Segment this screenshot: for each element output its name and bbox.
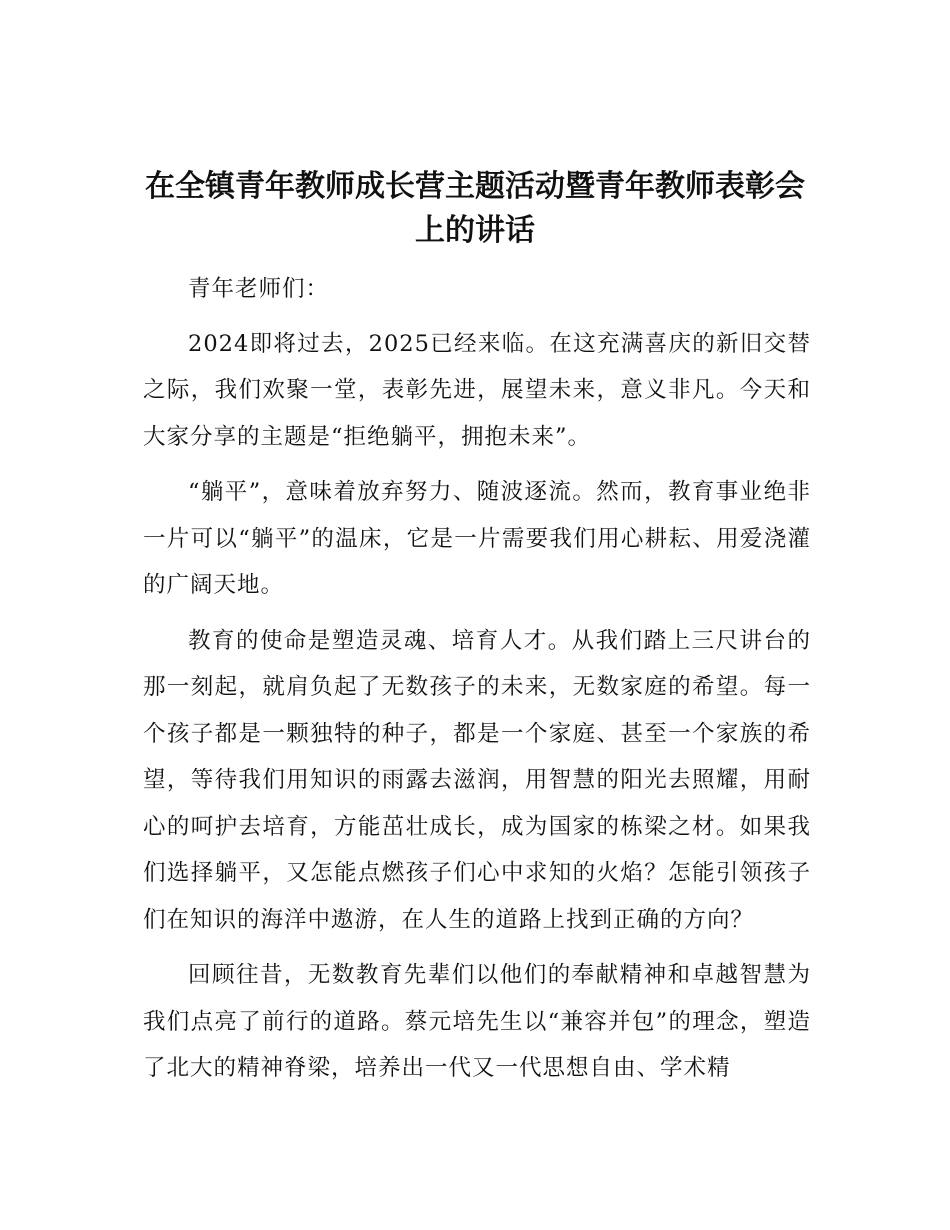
paragraph-2: “躺平”，意味着放弃努力、随波逐流。然而，教育事业绝非一片可以“躺平”的温床，它是一片需要我们用心耕耘、用爱浇灌的广阔天地。 <box>143 479 811 598</box>
paragraph-4: 回顾往昔，无数教育先辈们以他们的奉献精神和卓越智慧为我们点亮了前行的道路。蔡元培先生以“兼容并包”的理念，塑造了北大的精神脊梁，培养出一代又一代思想自由、学术精 <box>143 962 811 1081</box>
paragraph-3: 教育的使命是塑造灵魂、培育人才。从我们踏上三尺讲台的那一刻起，就肩负起了无数孩子的未来，无数家庭的希望。每一个孩子都是一颗独特的种子，都是一个家庭、甚至一个家族的希望，等待我们用知识的雨露去滋润，用智慧的阳光去照耀，用耐心的呵护去培育，方能茁壮成长，成为国家的栋梁之材。如果我们选择躺平，又怎能点燃孩子们心中求知的火焰？怎能引领孩子们在知识的海洋中遨游，在人生的道路上找到正确的方向？ <box>143 627 811 933</box>
salutation: 青年老师们： <box>188 276 330 302</box>
document-title: 在全镇青年教师成长营主题活动暨青年教师表彰会上的讲话 <box>145 169 805 248</box>
paragraph-1: 2024即将过去，2025已经来临。在这充满喜庆的新旧交替之际，我们欢聚一堂，表彰先进，展望未来，意义非凡。今天和大家分享的主题是“拒绝躺平，拥抱未来”。 <box>143 330 811 450</box>
document-body <box>143 266 811 1101</box>
